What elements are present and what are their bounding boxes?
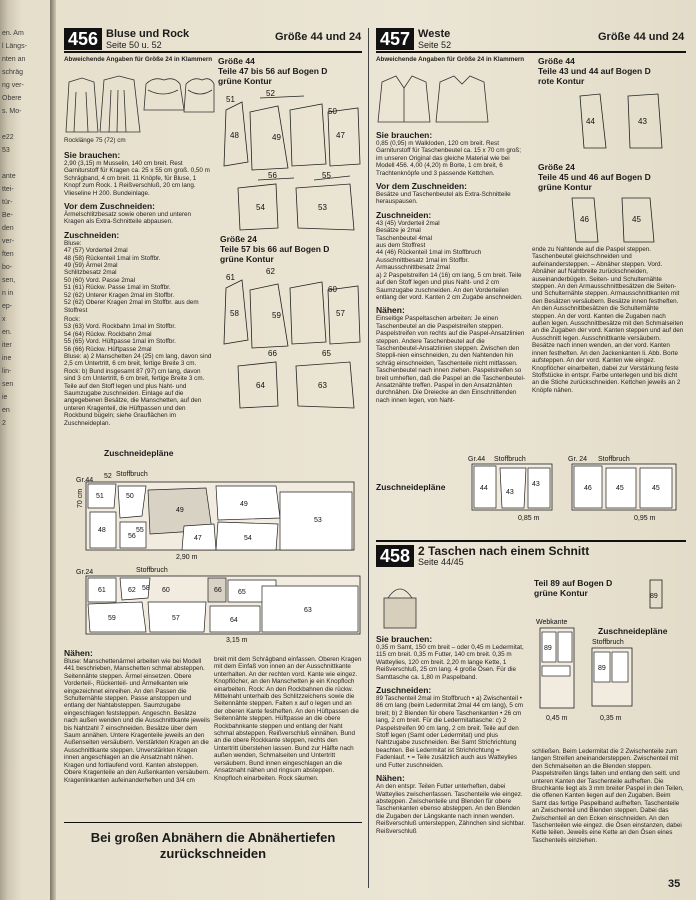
- section-457-subtitle: Seite 52: [418, 40, 452, 50]
- svg-text:54: 54: [256, 203, 265, 212]
- s456-plan2-size: Gr.24: [76, 569, 94, 576]
- svg-text:Gr. 24: Gr. 24: [568, 456, 588, 463]
- s457-cut-extra: a) 2 Paspelstreifen 14 (16) cm lang, 5 cm breit. Teile auf den Stoff legen und plus Naht- und 2 cm Saumzugabe zuschneiden. An den Vorderteilen entlang der vord. Kanten 2 cm Zugabe anschneiden.: [376, 271, 523, 301]
- s456-cut-blouse-label: Bluse:: [64, 239, 82, 247]
- s457-before-title: Vor dem Zuschneiden:: [376, 181, 467, 192]
- s457-part2-contour: grüne Kontur: [538, 182, 592, 192]
- svg-text:53: 53: [314, 517, 322, 524]
- s456-before-text: Ärmelschlitzbesatz sowie oberen und unteren Kragen als Extra-Schnitteile abpausen.: [64, 211, 192, 226]
- svg-text:55: 55: [322, 171, 331, 180]
- s456-sew-title: Nähen:: [64, 648, 93, 658]
- cut-list-item: Besätze je 2mal: [376, 227, 421, 235]
- s458-cut-title: Zuschneiden:: [376, 685, 432, 696]
- cut-list-item: 53 (63) Vord. Rockbahn 1mal im Stoffbr.: [64, 323, 176, 331]
- bleed-text-fragment: en. Am: [2, 30, 24, 37]
- s456-cut-list: [64, 247, 212, 314]
- svg-text:46: 46: [584, 485, 592, 492]
- svg-text:66: 66: [268, 349, 277, 358]
- svg-text:56: 56: [128, 533, 136, 540]
- section-456-rule: [64, 51, 362, 53]
- svg-text:89: 89: [544, 645, 552, 652]
- s457-plan-title: Zuschneidepläne: [376, 482, 446, 492]
- svg-text:59: 59: [272, 311, 281, 320]
- s456-technical-drawing-44: [218, 89, 368, 232]
- s457-part1-pieces: Teile 43 und 44 auf Bogen D: [538, 66, 651, 76]
- cut-list-item: 48 (58) Rückenteil 1mal im Stoffbr.: [64, 254, 161, 262]
- svg-text:57: 57: [172, 615, 180, 622]
- section-456-size: Größe 44 und 24: [275, 31, 362, 43]
- cut-list-item: 44 (46) Rückenteil 1mal im Stoffbruch: [376, 249, 482, 257]
- bleed-text-fragment: ie: [2, 394, 8, 401]
- svg-text:61: 61: [226, 273, 235, 282]
- section-457-title: Weste: [418, 28, 451, 40]
- bleed-text-fragment: en.: [2, 329, 12, 336]
- s456-part1-title: [218, 56, 327, 86]
- s458-sew-text2: schließen. Beim Ledermitat die 2 Zwischenteile zum langen Streifen aneinandersteppen. Zwischenteil mit den Schmalseiten an die Blenden steppen. Paspelstreifen längs falten und entlang den seitl. und unteren Kanten der Taschenteile aufheften. Die Bruchkante liegt als 3 mm breiter Paspel in den Teilen, die offenen Kanten liegen auf den Zugaben. Beim Samt das fertige Paspelband aufheften. Taschenteile an Zwischenteil und Blenden steppen. Dabei das Zwischenteil an den Ecken einschneiden. An den Taschenteilen wie eingez. die Ösen einstanzen, dabei Kette teilen. Jeweils eine Kette an den Ösen eines Taschenteils einziehen.: [532, 748, 684, 844]
- s458-materials-block: [376, 634, 526, 835]
- section-458-header: [376, 545, 589, 567]
- bleed-text-fragment: lin-: [2, 368, 12, 375]
- bleed-text-fragment: ng ver-: [2, 82, 24, 89]
- svg-text:55: 55: [136, 527, 144, 534]
- svg-text:Stoffbruch: Stoffbruch: [598, 456, 630, 463]
- s456-part1-size: Größe 44: [218, 56, 255, 66]
- bleed-text-fragment: iter: [2, 342, 12, 349]
- svg-text:Stoffbruch: Stoffbruch: [136, 567, 168, 574]
- svg-text:Stoffbruch: Stoffbruch: [116, 471, 148, 478]
- s458-plan-title: Zuschneidepläne: [598, 626, 668, 636]
- s457-cut-list: [376, 220, 526, 272]
- bleed-text-fragment: x: [2, 316, 6, 323]
- s458-cut-text: 89 Taschenteil 2mal im Stoffbruch • a) Zwischenteil • 86 cm lang (beim Ledermitat 2mal 44 cm lang), 5 cm breit; b) 2 Blenden für obere Taschenkanten • 26 cm lang, 2 cm breit. Für die Ledermitattasche: c) 2 Paspelstreifen 90 cm lang, 2 cm breit. Teile auf den Stoff legen (Samt oder Ledermitat) und plus Nahtzugabe zuschneiden. Bei Samt Strichrichtung beachten. Bei Ledermitat ist Strichrichtung = Fadenlauf. • = Teile zusätzlich auch aus Watteylies und Futter zuschneiden.: [376, 695, 523, 769]
- svg-text:52: 52: [266, 89, 275, 98]
- svg-text:0,35 m: 0,35 m: [600, 715, 622, 722]
- bleed-text-fragment: s. Mo-: [2, 108, 22, 115]
- s457-technical-drawing-44: [540, 92, 686, 152]
- bleed-text-fragment: Obere: [2, 95, 22, 102]
- s456-part2-title: [220, 234, 329, 264]
- s456-need-text: 2,90 (3,15) m Musselin, 140 cm breit. Rest Garniturstoff für Kragen ca. 25 x 55 cm groß. 0,50 m Schrägband, 4 cm breit. 11 Knöpfe, für Bluse, 1 Knopf zum Rock. 1 Reißverschluß, 20 cm lang. Vlieseline H 200. Bundeinlage.: [64, 160, 210, 197]
- bleed-text-fragment: l Längs-: [2, 43, 27, 50]
- s456-garment-sketch: [64, 72, 214, 134]
- svg-text:50: 50: [328, 107, 337, 116]
- svg-text:48: 48: [230, 131, 239, 140]
- svg-text:65: 65: [322, 349, 331, 358]
- bleed-text-fragment: ine: [2, 355, 12, 362]
- s457-need-text: 0,85 (0,95) m Walkloden, 120 cm breit. Rest Garniturstoff für Taschenbeutel ca. 15 x 70 cm groß; im unseren Original das gleiche Material wie bei Modell 456. 4,00 (4,20) m Borte, 1 cm breit, 6 Trachtenknöpfe und 3 passende Kettchen.: [376, 140, 522, 177]
- bleed-text-fragment: 53: [2, 147, 10, 154]
- s457-sew-text: Einseitige Paspeltaschen arbeiten: Je einen Taschenbeutel an die Paspelstreifen steppen. Paspelstreifen von rechts auf die Paspel-Ansatzlinien steppen. Andere Taschenbeutel auf die Taschenbeutel-Ansatzlinien steppen. Zwischen den Steppli-nien einschneiden, zu den Nahtenden hin schräg einschneiden, Taschenteile nicht mitfassen. Taschenbeutel nach innen ziehen. Paspelstreifen so breit umheften, daß die Paspel an die Taschenbeutel-Ansatznähte treffen. Paspel in den Ansatznähten durchnähen. Die Dreiecke an den Einschnittenden nach innen legen, von Naht-: [376, 315, 526, 404]
- s457-materials-block: [376, 130, 526, 404]
- svg-text:66: 66: [214, 587, 222, 594]
- section-457-rule: [376, 51, 686, 53]
- s456-rock-length: Rocklänge 75 (72) cm: [64, 137, 126, 144]
- svg-text:49: 49: [240, 501, 248, 508]
- s457-cut-title: Zuschneiden:: [376, 209, 432, 220]
- svg-text:59: 59: [108, 615, 116, 622]
- s458-sew-title: Nähen:: [376, 773, 405, 784]
- s456-bottom-note: Bei großen Abnähern die Abnähertiefen zurückschneiden: [90, 830, 336, 861]
- s458-part-contour: grüne Kontur: [534, 588, 588, 598]
- cut-list-item: 52 (62) Unterer Kragen 2mal im Stoffbr.: [64, 291, 175, 299]
- svg-text:Stoffbruch: Stoffbruch: [494, 456, 526, 463]
- cut-list-item: Taschenbeutel 4mal: [376, 234, 433, 242]
- s458-cutting-plans: [530, 616, 690, 736]
- svg-text:43: 43: [532, 481, 540, 488]
- svg-text:2,90 m: 2,90 m: [176, 554, 198, 561]
- page-number: 35: [668, 878, 681, 890]
- cut-list-item: 49 (59) Ärmel 2mal: [64, 262, 118, 270]
- s456-cut-rock-list: [64, 323, 212, 353]
- svg-text:46: 46: [580, 215, 589, 224]
- cut-list-item: 51 (61) Rückw. Passe 1mal im Stoffbr.: [64, 284, 171, 292]
- bleed-text-fragment: den: [2, 225, 14, 232]
- section-456-subtitle: Seite 50 u. 52: [106, 40, 162, 50]
- s458-sew-text: An den entspr. Teilen Futter unterheften, dabei Watteylies zwischenfassen. Taschenteile wie eingez. absteppen. Zwischenteile und Blenden für obere Taschenkanten ebenso absteppen. An den Blenden die Zugaben der Längskante nach innen wenden. Reißverschluß untersteppen, Zähnchen sind sichtbar. Reißverschluß: [376, 783, 526, 835]
- svg-text:62: 62: [266, 267, 275, 276]
- svg-text:51: 51: [96, 493, 104, 500]
- svg-text:Stoffbruch: Stoffbruch: [592, 639, 624, 646]
- cut-list-item: 54 (64) Rückw. Rockbahn 2mal: [64, 330, 152, 338]
- svg-text:52: 52: [104, 473, 112, 480]
- s456-sew-text1: Bluse: Manschettenärmel arbeiten wie bei Modell 441 beschrieben, Manschetten schmal absteppen. Seitennähte steppen. Ärmel einsetzen. Obere Vorderteil-, Rückenteil- und Ärmelkanten wie eingezeichnet einreihen. An den Passen die Schulternähte steppen. Passe anstoppen und entlang der Nahtabsteppen. Saumzugabe eingeschlagen feststeppen. Angeschn. Besätze nach außen wenden und die Ausschnittkante jeweils bis Nahtzahl 7 einschneiden. Besätze über dem Saum annähen. Untere Kragenteile jeweils an den Außenseiten versäubern. Verstärkten Kragen an die Ausschnittkante steppen. Unverstärkten Kragen innen angeschlagen an die Ansatznaht nähen. Kragen und fortlaufend vord. Kanten absteppen. Obere Kragenteile an den Außenkanten versäubern. Kragenlinkanten aufeinanderheften und 3/4 cm: [64, 658, 210, 784]
- s456-sewing-col1: [64, 648, 210, 784]
- cut-list-item: Ausschnittbesatz 1mal im Stoffbr.: [376, 256, 469, 264]
- bleed-text-fragment: 2: [2, 420, 6, 427]
- svg-text:60: 60: [162, 587, 170, 594]
- s457-part1-title: [538, 56, 651, 86]
- svg-text:57: 57: [336, 309, 345, 318]
- svg-text:58: 58: [230, 309, 239, 318]
- section-457-header: [376, 28, 451, 50]
- section-457-size: Größe 44 und 24: [598, 31, 685, 43]
- s457-part2-pieces: Teile 45 und 46 auf Bogen D: [538, 172, 651, 182]
- svg-text:45: 45: [632, 215, 641, 224]
- svg-text:54: 54: [244, 535, 252, 542]
- section-458-rule: [376, 540, 686, 542]
- s456-plan1-size: Gr.44: [76, 477, 94, 484]
- s456-part2-contour: grüne Kontur: [220, 254, 274, 264]
- svg-text:53: 53: [318, 203, 327, 212]
- s456-need-title: Sie brauchen:: [64, 150, 121, 160]
- section-458-subtitle: Seite 44/45: [418, 557, 464, 567]
- s456-materials-block: [64, 150, 212, 427]
- svg-text:43: 43: [506, 489, 514, 496]
- svg-text:0,85 m: 0,85 m: [518, 515, 540, 522]
- cut-list-item: Schlitzbesatz 2mal: [64, 269, 117, 277]
- s458-part-number: 89: [650, 593, 658, 600]
- section-457-number: 457: [376, 28, 414, 50]
- svg-text:64: 64: [256, 381, 265, 390]
- svg-text:44: 44: [480, 485, 488, 492]
- s457-cutting-plan-24: [566, 454, 686, 524]
- svg-text:0,95 m: 0,95 m: [634, 515, 656, 522]
- s456-plan-title: Zuschneidepläne: [104, 448, 174, 458]
- bleed-text-fragment: ttei-: [2, 186, 14, 193]
- s456-part2-size: Größe 24: [220, 234, 257, 244]
- svg-text:50: 50: [126, 493, 134, 500]
- svg-text:60: 60: [328, 285, 337, 294]
- cut-list-item: aus dem Stoffrest: [376, 242, 426, 250]
- bleed-text-fragment: Be-: [2, 212, 13, 219]
- svg-text:47: 47: [336, 131, 345, 140]
- svg-text:58: 58: [142, 585, 150, 592]
- s458-need-title: Sie brauchen:: [376, 634, 433, 644]
- svg-text:63: 63: [318, 381, 327, 390]
- s458-part-title: [534, 578, 612, 598]
- page-fold-shadow: [50, 0, 56, 900]
- s456-part1-pieces: Teile 47 bis 56 auf Bogen D: [218, 66, 328, 76]
- s457-vest-sketch: [376, 74, 526, 126]
- svg-text:49: 49: [272, 133, 281, 142]
- s458-need-text: 0,35 m Samt, 150 cm breit – oder 0,45 m Ledermitat, 115 cm breit. 0,35 m Futter, 140 cm breit. 0,35 m Watteylies, 120 cm breit. 2,20 m lange Kette, 1 Reißverschluß, 25 cm lang. 4 große Ösen. Für die Samttasche ca. 1,80 m Paspelband.: [376, 644, 524, 681]
- s456-before-title: Vor dem Zuschneiden:: [64, 201, 155, 212]
- s458-part-pieces: Teil 89 auf Bogen D: [534, 578, 613, 588]
- s456-cutting-plan-24: [76, 562, 362, 644]
- s456-part1-contour: grüne Kontur: [218, 76, 272, 86]
- s457-sew-text2: ende zu Nahtende auf die Paspel steppen. Taschenbeutel gleichschneiden und aufeinandersteppen. – Abnäher steppen. Vord. Abnäher auf Nahtbreite zurückschneiden, auseinanderbügeln. Seiten- und Schulternähte steppen. An den Armausschnittbesätzen die Seiten- und Schulternähte steppen. Armausschnittkanten mit den Besätzen versäubern. Besätze innen festheften. An den Ausschnittbesätzen die Schulternähte steppen. An der vord. Kanten die Zugaben nach außen legen. Ausschnittbesätze mit den Schmalseiten an die Zugaben der vord. Kanten steppen und auf den Ausschnitt legen. Ausschnittkante versäubern. Besätze nach innen wenden, an der vord. Kanten innen festheften. An den Jackenkanten li. Abb. Borte aufsteppen. An der vord. Kanten wie eingez. Knopflöcher einarbeiten, dabei zur Verstärkung feste Stoffstücke in entspr. Farbe unterlegen und bis dicht an die Stiche zurückschneiden. Kettchen jeweils an 2 Knöpfe nähen.: [532, 246, 684, 394]
- svg-text:43: 43: [638, 117, 647, 126]
- bleed-text-fragment: ver-: [2, 238, 15, 245]
- section-456-header: [64, 28, 189, 50]
- svg-text:47: 47: [194, 535, 202, 542]
- s457-need-title: Sie brauchen:: [376, 130, 433, 140]
- svg-text:48: 48: [98, 527, 106, 534]
- bleed-text-fragment: ep-: [2, 303, 13, 310]
- section-456-number: 456: [64, 28, 102, 50]
- bleed-text-fragment: sen,: [2, 277, 16, 284]
- bleed-text-fragment: tür-: [2, 199, 13, 206]
- svg-text:Webkante: Webkante: [536, 619, 568, 626]
- s456-deviating: Abweichende Angaben für Größe 24 in Klammern: [64, 56, 213, 63]
- s456-cut-extra: Bluse: a) 2 Manschetten 24 (25) cm lang, davon sind 2,5 cm Untertritt, 6 cm breit, fertige Breite 3 cm. Rock: b) Bund insgesamt 87 (97) cm lang, davon sind 3 cm Untertritt, 6 cm breit, fertige Breite 3 cm. Teile auf den Stoff legen und plus Naht- und Saumzugabe zuschneiden. Einlage auf die angegebenen Besätze, die Manschetten, auf den unteren Kragenteil, die Hüftpassen und den Rockbund bügeln; siehe Grauflächen im Zuschneideplan.: [64, 352, 212, 427]
- s456-technical-drawing-24: [218, 267, 368, 410]
- cut-list-item: 56 (66) Rückw. Hüftpasse 2mal: [64, 345, 152, 353]
- bleed-text-fragment: e22: [2, 134, 14, 141]
- svg-text:70 cm: 70 cm: [77, 488, 84, 508]
- cut-list-item: 50 (60) Vord. Passe 2mal: [64, 276, 136, 284]
- s457-part2-size: Größe 24: [538, 162, 575, 172]
- column-divider: [368, 28, 369, 888]
- svg-text:89: 89: [598, 665, 606, 672]
- s456-cutting-plan-44: [76, 468, 362, 560]
- bleed-text-fragment: sen: [2, 381, 14, 388]
- svg-text:65: 65: [238, 589, 246, 596]
- section-458-title: 2 Taschen nach einem Schnitt: [418, 544, 590, 558]
- s456-bottom-rule: [64, 822, 362, 823]
- svg-text:64: 64: [230, 617, 238, 624]
- s457-part1-contour: rote Kontur: [538, 76, 585, 86]
- s456-sew-text2: breit mit dem Schrägband einfassen. Oberen Kragen mit dem Einfaß von innen an der Ausschnittkante unterhalten. An der rechten vord. Kante wie eingez. Knopflöcher, an den Manschetten je ein Knopfloch einarbeiten. Rock: An den Rockbahnen die rückw. Mittelnaht unterhalb des Schlitzzeichens sowie die Seitennähte steppen. Falten x auf o legen und an der oberen Kante festheften. An den Hüftpassen die Seitennähte steppen. Hüftpasse an die obere Rockbahnkante steppen und entlang der Naht schmal absteppen. Reißverschluß einnähen. Bund an die obere Rockkante steppen, rechts den Untertritt überstehen lassen. Bund zur Hälfte nach außen wenden, Schmalseiten und Untertritt versäubern. Bund innen eingeschlagen an die Ansatznaht nähen und ringsum absteppen. Knopfloch einarbeiten. Rock säumen.: [214, 656, 362, 782]
- bleed-text-fragment: schräg: [2, 69, 24, 76]
- bleed-text-fragment: n in: [2, 290, 14, 297]
- svg-text:49: 49: [176, 507, 184, 514]
- section-456-title: Bluse und Rock: [106, 28, 190, 40]
- bleed-text-fragment: ante: [2, 173, 16, 180]
- svg-text:3,15 m: 3,15 m: [226, 637, 248, 644]
- svg-text:Gr.44: Gr.44: [468, 456, 486, 463]
- svg-text:44: 44: [586, 117, 595, 126]
- cut-list-item: 43 (45) Vorderteil 2mal: [376, 219, 440, 227]
- s457-cutting-plan-44: [466, 454, 556, 524]
- s457-part2-title: [538, 162, 651, 192]
- section-458-number: 458: [376, 545, 414, 567]
- svg-text:0,45 m: 0,45 m: [546, 715, 568, 722]
- svg-text:51: 51: [226, 95, 235, 104]
- s457-part1-size: Größe 44: [538, 56, 575, 66]
- s457-technical-drawing-24: [540, 196, 686, 246]
- bleed-text-fragment: nten an: [2, 56, 26, 63]
- svg-text:56: 56: [268, 171, 277, 180]
- s456-part2-pieces: Teile 57 bis 66 auf Bogen D: [220, 244, 330, 254]
- s457-sew-title: Nähen:: [376, 305, 405, 316]
- svg-text:61: 61: [98, 587, 106, 594]
- s456-cut-title: Zuschneiden:: [64, 229, 120, 240]
- s457-before-text: Besätze und Taschenbeutel als Extra-Schnitteile herauspausen.: [376, 191, 511, 206]
- bleed-text-fragment: ften: [2, 251, 14, 258]
- s458-part-drawing: [648, 578, 688, 612]
- cut-list-item: 55 (65) Vord. Hüftpasse 1mal im Stoffbr.: [64, 338, 176, 346]
- bleed-text-fragment: bo-: [2, 264, 13, 271]
- svg-text:45: 45: [652, 485, 660, 492]
- s457-deviating: Abweichende Angaben für Größe 24 in Klammern: [376, 56, 525, 63]
- svg-text:45: 45: [616, 485, 624, 492]
- adjacent-page-bleed: [0, 0, 54, 900]
- cut-list-item: Armausschnittbesatz 2mal: [376, 264, 450, 272]
- s458-bag-sketch: [380, 580, 420, 630]
- s456-cut-rock-label: Rock:: [64, 315, 81, 323]
- svg-text:62: 62: [128, 587, 136, 594]
- cut-list-item: 47 (57) Vorderteil 2mal: [64, 247, 128, 255]
- cut-list-item: 52 (62) Oberer Kragen 2mal im Stoffbr. aus dem Stoffrest: [64, 299, 199, 314]
- svg-text:63: 63: [304, 607, 312, 614]
- bleed-text-fragment: en: [2, 407, 10, 414]
